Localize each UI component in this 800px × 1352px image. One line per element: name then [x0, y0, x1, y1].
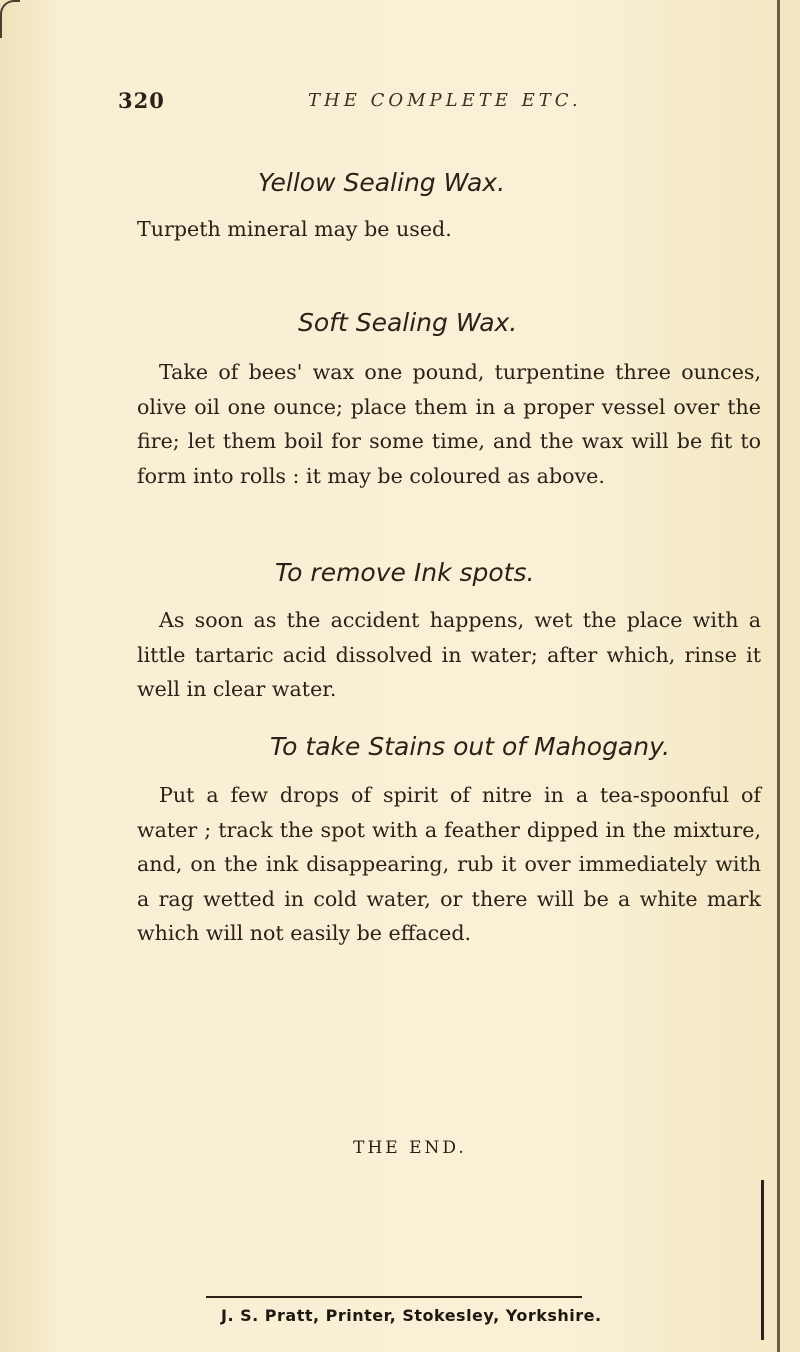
- page-edge-shadow: [761, 1180, 764, 1340]
- page-header: [118, 88, 758, 128]
- section-body-yellow-sealing-wax: [137, 212, 761, 247]
- page-corner-mark: [0, 0, 20, 38]
- imprint-rule: [206, 1296, 582, 1298]
- running-head: THE COMPLETE ETC.: [308, 90, 582, 111]
- section-body-remove-ink-spots: As soon as the accident happens, wet the place with a little tartaric acid dissolved in water; after which, rinse it well in clear water.: [137, 608, 761, 702]
- section-body-soft-sealing-wax: Take of bees' wax one pound, turpentine three ounces, olive oil one ounce; place them in a proper vessel over the fire; let them boil for some time, and the wax will be fit to form into rolls : it may be coloured as above.: [137, 360, 761, 488]
- page-number: 320: [118, 88, 165, 113]
- section-title-stains-mahogany: To take Stains out of Mahogany.: [270, 732, 670, 761]
- section-title-remove-ink-spots: To remove Ink spots.: [275, 558, 535, 587]
- the-end-mark: THE END.: [353, 1138, 467, 1158]
- section-body-text: Turpeth mineral may be used.: [137, 217, 452, 241]
- printer-imprint: J. S. Pratt, Printer, Stokesley, Yorkshire.: [221, 1306, 602, 1325]
- section-title-soft-sealing-wax: Soft Sealing Wax.: [298, 308, 518, 337]
- section-body-stains-mahogany: Put a few drops of spirit of nitre in a tea-spoonful of water ; track the spot with a feather dipped in the mixture, and, on the ink disappearing, rub it over immediately with a rag wetted in cold water, or there will be a white mark which will not easily be effaced.: [137, 783, 761, 946]
- section-title-yellow-sealing-wax: Yellow Sealing Wax.: [258, 168, 506, 197]
